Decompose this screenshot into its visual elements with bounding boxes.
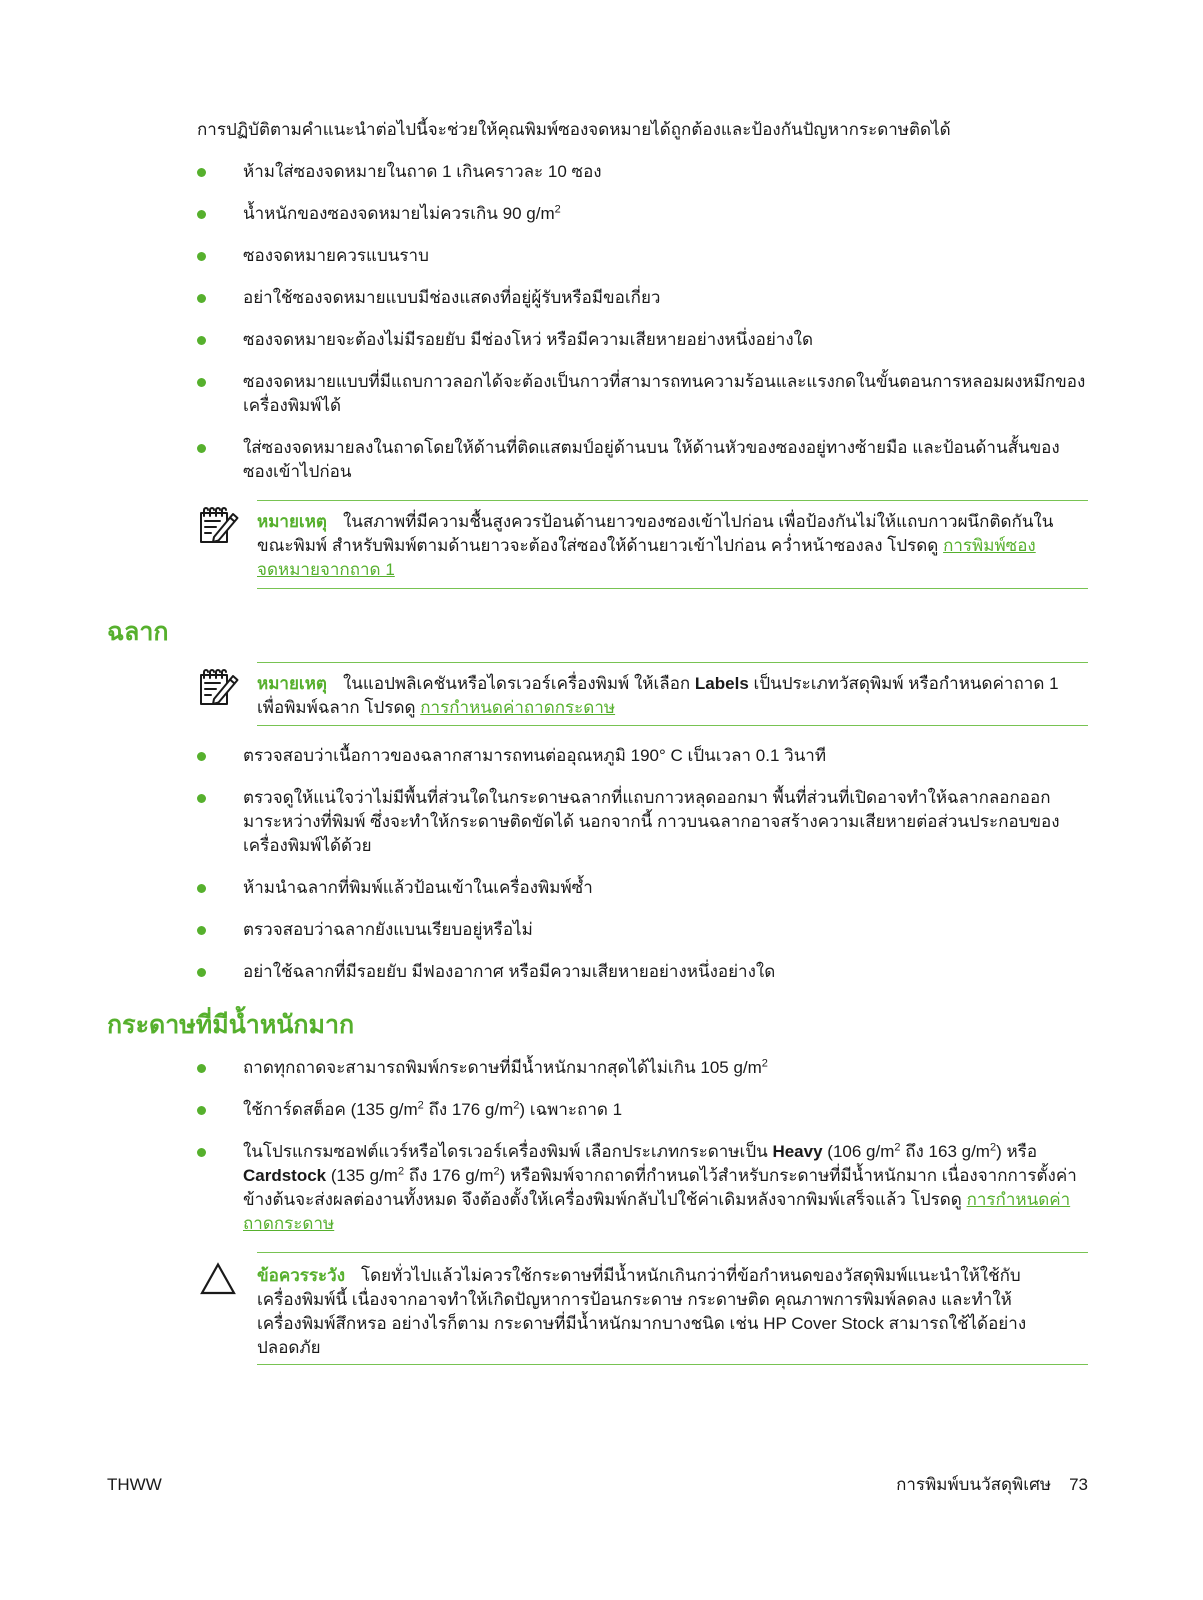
text-segment: ถาดทุกถาดจะสามารถพิมพ์กระดาษที่มีน้ำหนักมากสุดได้ไม่เกิน 105 g/m — [243, 1058, 762, 1077]
text-segment: ในสภาพที่มีความชื้นสูงควรป้อนด้านยาวของซองเข้าไปก่อน เพื่อป้องกันไม่ให้แถบกาวผนึกติดกันในขณะพิมพ์ สำหรับพิมพ์ตามด้านยาวจะต้องใส่ซองให้ด้านยาวเข้าไปก่อน คว่ำหน้าซองลง โปรดดู — [257, 512, 1054, 555]
intro-paragraph: การปฏิบัติตามคำแนะนำต่อไปนี้จะช่วยให้คุณพิมพ์ซองจดหมายได้ถูกต้องและป้องกันปัญหากระดาษติดได้ — [197, 120, 951, 139]
bullet-text — [243, 204, 561, 223]
cross-reference-link[interactable]: การกำหนดค่าถาดกระดาษ — [420, 698, 616, 717]
bullet-text: ซองจดหมายแบบที่มีแถบกาวลอกได้จะต้องเป็นกาวที่สามารถทนความร้อนและแรงกดในขั้นตอนการหลอมผงหมึกของเครื่องพิมพ์ได้ — [243, 372, 1086, 415]
cross-reference-link[interactable]: การพิมพ์ซองจดหมายจากถาด 1 — [257, 536, 1036, 579]
superscript: 2 — [554, 203, 561, 216]
heavy-paper-guidelines-list — [0, 1056, 1203, 1254]
superscript: 2 — [894, 1141, 901, 1154]
list-item — [243, 1098, 1088, 1122]
bullet-dot — [197, 794, 206, 803]
list-item — [243, 436, 1088, 484]
list-item — [243, 786, 1088, 858]
footer-section-title: การพิมพ์บนวัสดุพิเศษ — [896, 1475, 1052, 1494]
superscript: 2 — [989, 1141, 997, 1154]
bullet-text — [243, 1058, 768, 1077]
text-segment: ) หรือพิมพ์จากถาดที่กำหนดไว้สำหรับกระดาษที่มีน้ำหนักมาก เนื่องจากการตั้งค่าข้างต้นจะส่งผลต่องานทั้งหมด จึงต้องตั้งให้เครื่องพิมพ์กลับไปใช้ค่าเดิมหลังจากพิมพ์เสร็จแล้ว โปรดดู — [243, 1166, 1077, 1209]
bullet-dot — [197, 1148, 206, 1157]
cross-reference-link[interactable]: การกำหนดค่าถาดกระดาษ — [243, 1190, 1071, 1233]
note-label: หมายเหตุ — [257, 512, 327, 531]
bullet-text — [243, 1100, 622, 1119]
text-segment: (135 g/m — [326, 1166, 398, 1185]
text-segment: โดยทั่วไปแล้วไม่ควรใช้กระดาษที่มีน้ำหนักเกินกว่าที่ข้อกำหนดของวัสดุพิมพ์แนะนำให้ใช้กับเครื่องพิมพ์นี้ เนื่องจากอาจทำให้เกิดปัญหาการป้อนกระดาษ กระดาษติด คุณภาพการพิมพ์ลดลง และทำให้เครื่องพิมพ์สึกหรอ อย่างไรก็ตาม กระดาษที่มีน้ำหนักมากบางชนิด เช่น HP Cover Stock สามารถใช้ได้อย่างปลอดภัย — [257, 1266, 1027, 1357]
page-footer — [107, 1473, 1088, 1497]
bullet-dot — [197, 336, 206, 345]
note-label: หมายเหตุ — [257, 674, 327, 693]
bullet-dot — [197, 926, 206, 935]
bullet-dot — [197, 444, 206, 453]
footer-left-label: THWW — [107, 1475, 162, 1494]
bullet-text: ตรวจสอบว่าเนื้อกาวของฉลากสามารถทนต่ออุณหภูมิ 190° C เป็นเวลา 0.1 วินาที — [243, 746, 827, 765]
list-item — [243, 202, 1088, 226]
bullet-text: ห้ามนำฉลากที่พิมพ์แล้วป้อนเข้าในเครื่องพิมพ์ซ้ำ — [243, 878, 593, 897]
text-segment: ถึง 163 g/m — [900, 1142, 990, 1161]
superscript: 2 — [761, 1057, 768, 1070]
text-segment: เป็นประเภทวัสดุพิมพ์ หรือกำหนดค่าถาด 1 เพื่อพิมพ์ฉลาก โปรดดู — [257, 674, 1059, 717]
section-heading-labels: ฉลาก — [107, 618, 169, 646]
caution-text — [257, 1252, 1088, 1365]
text-segment: (106 g/m — [822, 1142, 895, 1161]
note-box — [197, 662, 1088, 726]
bullet-dot — [197, 1106, 206, 1115]
footer-right — [896, 1473, 1088, 1497]
bold-term: Labels — [694, 674, 749, 693]
superscript: 2 — [417, 1099, 424, 1112]
list-item — [243, 244, 1088, 268]
note-icon — [198, 505, 240, 545]
bullet-text: ห้ามใส่ซองจดหมายในถาด 1 เกินคราวละ 10 ซอง — [243, 162, 602, 181]
bullet-text: ตรวจดูให้แน่ใจว่าไม่มีพื้นที่ส่วนใดในกระดาษฉลากที่แถบกาวหลุดออกมา พื้นที่ส่วนที่เปิดอาจทำให้ฉลากลอกออกมาระหว่างที่พิมพ์ ซึ่งจะทำให้กระดาษติดขัดได้ นอกจากนี้ กาวบนฉลากอาจสร้างความเสียหายต่อส่วนประกอบของเครื่องพิมพ์ได้ด้วย — [243, 788, 1060, 855]
list-item — [243, 1140, 1088, 1236]
page-number: 73 — [1069, 1475, 1088, 1494]
bullet-text: อย่าใช้ฉลากที่มีรอยยับ มีฟองอากาศ หรือมีความเสียหายอย่างหนึ่งอย่างใด — [243, 962, 776, 981]
bullet-dot — [197, 294, 206, 303]
list-item — [243, 1056, 1088, 1080]
note-icon — [198, 667, 240, 707]
list-item — [243, 160, 1088, 184]
text-segment: ถึง 176 g/m — [423, 1100, 514, 1119]
bullet-text: ซองจดหมายควรแบนราบ — [243, 246, 429, 265]
section-heading-heavy-paper: กระดาษที่มีน้ำหนักมาก — [107, 1011, 355, 1039]
bullet-text: ซองจดหมายจะต้องไม่มีรอยยับ มีช่องโหว่ หรือมีความเสียหายอย่างหนึ่งอย่างใด — [243, 330, 813, 349]
bullet-dot — [197, 968, 206, 977]
page-content — [0, 118, 1203, 1365]
note-text — [257, 662, 1088, 726]
list-item — [243, 744, 1088, 768]
text-segment: ในแอปพลิเคชันหรือไดรเวอร์เครื่องพิมพ์ ให้เลือก — [342, 674, 695, 693]
bullet-dot — [197, 210, 206, 219]
list-item — [243, 960, 1088, 984]
list-item — [243, 328, 1088, 352]
superscript: 2 — [397, 1165, 405, 1178]
note-box — [197, 500, 1088, 589]
caution-box — [197, 1252, 1088, 1365]
bullet-dot — [197, 884, 206, 893]
text-segment: น้ำหนักของซองจดหมายไม่ควรเกิน 90 g/m — [243, 204, 555, 223]
text-segment: ในโปรแกรมซอฟต์แวร์หรือไดรเวอร์เครื่องพิมพ์ เลือกประเภทกระดาษเป็น — [243, 1142, 773, 1161]
text-segment: ) เฉพาะถาด 1 — [519, 1100, 623, 1119]
superscript: 2 — [513, 1099, 520, 1112]
bullet-text: ใส่ซองจดหมายลงในถาดโดยให้ด้านที่ติดแสตมป์อยู่ด้านบน ให้ด้านหัวของซองอยู่ทางซ้ายมือ และป้อนด้านสั้นของซองเข้าไปก่อน — [243, 438, 1060, 481]
bullet-dot — [197, 252, 206, 261]
list-item — [243, 876, 1088, 900]
list-item — [243, 918, 1088, 942]
bullet-dot — [197, 1064, 206, 1073]
bullet-dot — [197, 752, 206, 761]
envelope-guidelines-list — [0, 160, 1203, 502]
bold-term: Cardstock — [243, 1166, 327, 1185]
bullet-text — [243, 1142, 1077, 1233]
bullet-text: อย่าใช้ซองจดหมายแบบมีช่องแสดงที่อยู่ผู้รับหรือมีขอเกี่ยว — [243, 288, 661, 307]
bullet-dot — [197, 378, 206, 387]
note-text — [257, 500, 1088, 589]
caution-label: ข้อควรระวัง — [257, 1266, 345, 1285]
text-segment: ) หรือ — [996, 1142, 1038, 1161]
list-item — [243, 286, 1088, 310]
text-segment: ใช้การ์ดสต็อค (135 g/m — [243, 1100, 418, 1119]
label-guidelines-list — [0, 744, 1203, 1002]
text-segment: ถึง 176 g/m — [404, 1166, 494, 1185]
bullet-text: ตรวจสอบว่าฉลากยังแบนเรียบอยู่หรือไม่ — [243, 920, 533, 939]
bullet-dot — [197, 168, 206, 177]
superscript: 2 — [493, 1165, 500, 1178]
bold-term: Heavy — [772, 1142, 823, 1161]
caution-icon — [200, 1262, 236, 1295]
list-item — [243, 370, 1088, 418]
